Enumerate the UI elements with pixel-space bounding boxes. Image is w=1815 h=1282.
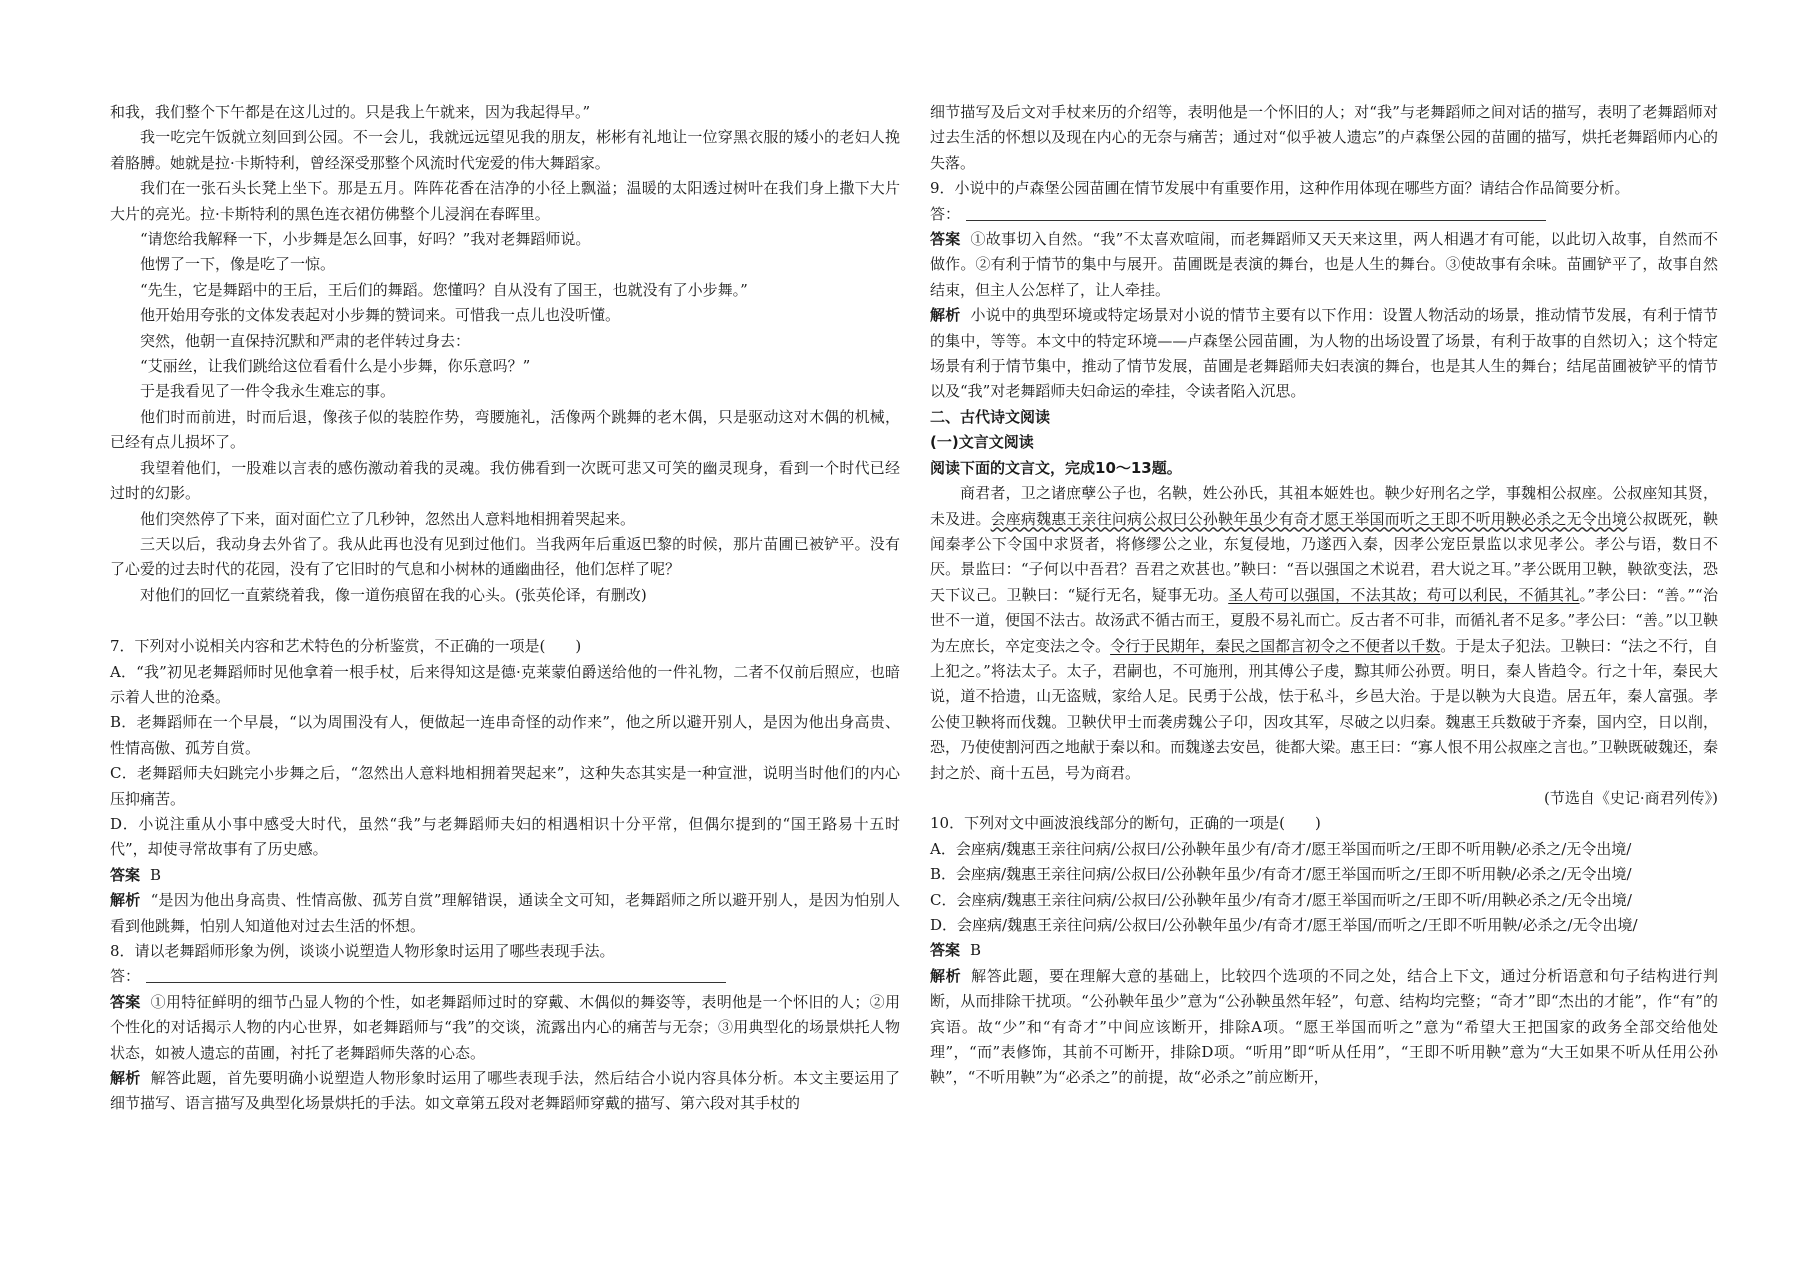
answer-text: B [970,941,982,960]
option-b: B．会座病/魏惠王亲往问病/公叔曰/公孙鞅年虽少/有奇才/愿王举国而听之/王即不听用鞅/必杀之/无令出境/ [930,865,1632,884]
option-d: D．小说注重从小事中感受大时代，虽然“我”与老舞蹈师夫妇的相遇相识十分平常，但偶尔提到的“国王路易十五时代”，却使寻常故事有了历史感。 [110,814,900,859]
option-c: C．老舞蹈师夫妇跳完小步舞之后，“忽然出人意料地相拥着哭起来”，这种失态其实是一种宣泄，说明当时他们的内心压抑痛苦。 [110,764,900,808]
passage-text: 。”孝公曰：“善。”“治世不一道，便国不法古。故汤武不循古而王，夏殷不易礼而亡。反古者不可非，而循礼者不足多。”孝公曰：“善。”以卫鞅为左庶长，卒定变法之令。 [930,585,1719,655]
passage-text: 商君者，卫之诸庶孽公子也，名鞅，姓公孙氏，其祖本姬姓也。鞅少好刑名之学，事魏相公叔座。公叔座知其贤，未及进。 [930,484,1718,528]
story-paragraph: 和我，我们整个下午都是在这儿过的。只是我上午就来，因为我起得早。” [110,103,591,121]
wavy-underlined-text: 会座病魏惠王亲往问病公叔曰公孙鞅年虽少有奇才愿王举国而听之王即不听用鞅必杀之无令出境 [990,509,1628,528]
analysis-continued: 细节描写及后文对手杖来历的介绍等，表明他是一个怀旧的人；对“我”与老舞蹈师之间对话的描写，表明了老舞蹈师对过去生活的怀想以及现在内心的无奈与痛苦；通过对“似乎被人遗忘”的卢森堡公园的苗圃的描写，烘托老舞蹈师内心的失落。 [930,103,1718,172]
story-paragraph: 他开始用夸张的文体发表起对小步舞的赞词来。可惜我一点儿也没听懂。 [140,306,621,325]
analysis-text: 小说中的典型环境或特定场景对小说的情节主要有以下作用：设置人物活动的场景，推动情节发展，有利于情节的集中，等等。本文中的特定环境——卢森堡公园苗圃，为人物的出场设置了场景，有利于故事的自然切入；这个特定场景有利于情节集中，推动了情节发展，苗圃是老舞蹈师夫妇表演的舞台，也是其人生的舞台；结尾苗圃被铲平的情节以及“我”对老舞蹈师夫妇命运的牵挂，令读者陷入沉思。 [930,306,1718,401]
question-stem: 7．下列对小说相关内容和艺术特色的分析鉴赏，不正确的一项是( ) [110,637,582,656]
answer-blank [146,966,726,983]
passage-text: 。于是太子犯法。卫鞅曰：“法之不行，自上犯之。”将法太子。太子，君嗣也，不可施刑，刑其傅公子虔，黥其师公孙贾。明日，秦人皆趋令。行之十年，秦民大说，道不拾遗，山无盗贼，家给人足。民勇于公战，怯于私斗，乡邑大治。于是以鞅为大良造。居五年，秦人富强。孝公使卫鞅将而伐魏。卫鞅伏甲士而袭虏魏公子卬，因攻其军，尽破之以归秦。魏惠王兵数破于齐秦，国内空，日以削，恐，乃使使割河西之地献于秦以和。而魏遂去安邑，徙都大梁。惠王曰：“寡人恨不用公叔座之言也。”卫鞅既破魏还，秦封之於、商十五邑，号为商君。 [930,636,1718,782]
answer-line [110,863,900,888]
question-10 [930,811,1718,1090]
story-paragraph: 我望着他们，一股难以言表的感伤激动着我的灵魂。我仿佛看到一次既可悲又可笑的幽灵现身，看到一个时代已经过时的幻影。 [110,458,900,503]
story-paragraph: 我们在一张石头长凳上坐下。那是五月。阵阵花香在洁净的小径上飘溢；温暖的太阳透过树叶在我们身上撒下大片大片的亮光。拉·卡斯特利的黑色连衣裙仿佛整个儿浸润在春晖里。 [110,179,900,223]
analysis-text: “是因为他出身高贵、性情高傲、孤芳自赏”理解错误，通读全文可知，老舞蹈师之所以避开别人，是因为怕别人看到他跳舞，怕别人知道他对过去生活的怀想。 [110,891,900,935]
story-paragraph: “艾丽丝，让我们跳给这位看看什么是小步舞，你乐意吗？” [140,357,531,376]
answer-prompt: 答： [930,204,961,223]
analysis-line [110,1066,900,1117]
analysis-line [930,303,1718,405]
analysis-text: 解答此题，要在理解大意的基础上，比较四个选项的不同之处，结合上下文，通过分析语意和句子结构进行判断，从而排除干扰项。“公孙鞅年虽少”意为“公孙鞅虽然年轻”，句意、结构均完整；“奇才”即“杰出的才能”，作“有”的宾语。故“少”和“有奇才”中间应该断开，排除A项。“愿王举国而听之”意为“希望大王把国家的政务全部交给他处理”，“而”表修饰，其前不可断开，排除D项。“听用”即“听从任用”，“王即不听用鞅”意为“大王如果不听从任用公孙鞅”，“不听用鞅”为“必杀之”的前提，故“必杀之”前应断开， [930,966,1718,1087]
underlined-text: 令行于民期年，秦民之国都言初令之不便者以千数 [1110,636,1441,655]
analysis-label: 解析 [110,891,141,910]
option-c: C．会座病/魏惠王亲往问病/公叔曰/公孙鞅年虽少/有奇才/愿王举国而听之/王即不听/用鞅必杀之/无令出境/ [930,890,1632,909]
spacer [110,608,900,634]
option-a: A．“我”初见老舞蹈师时见他拿着一根手杖，后来得知这是德·克莱蒙伯爵送给他的一件礼物，二者不仅前后照应，也暗示着人世的沧桑。 [110,662,900,706]
story-paragraph: “先生，它是舞蹈中的王后，王后们的舞蹈。您懂吗？自从没有了国王，也就没有了小步舞。” [140,280,748,299]
analysis-label: 解析 [930,306,961,325]
question-8 [110,939,900,1117]
analysis-line [930,964,1718,1091]
answer-text: ①用特征鲜明的细节凸显人物的个性，如老舞蹈师过时的穿戴、木偶似的舞姿等，表明他是一个怀旧的人；②用个性化的对话揭示人物的内心世界，如老舞蹈师与“我”的交谈，流露出内心的痛苦与无奈；③用典型化的场景烘托人物状态，如被人遗忘的苗圃，衬托了老舞蹈师失落的心态。 [110,992,900,1062]
answer-line [110,990,900,1066]
option-d: D．会座病/魏惠王亲往问病/公叔曰/公孙鞅年虽少/有奇才/愿王举国/而听之/王即不听用鞅/必杀之/无令出境/ [930,916,1638,934]
subsection-heading: (一)文言文阅读 [930,433,1034,452]
question-stem: 10．下列对文中画波浪线部分的断句，正确的一项是( ) [930,814,1321,833]
passage-source: (节选自《史记·商君列传》) [1544,788,1718,807]
story-paragraph: 他们时而前进，时而后退，像孩子似的装腔作势，弯腰施礼，活像两个跳舞的老木偶，只是驱动这对木偶的机械，已经有点儿损坏了。 [110,407,900,452]
story-paragraph: 对他们的回忆一直萦绕着我，像一道伤痕留在我的心头。(张英伦译，有删改) [140,585,647,604]
analysis-text: 解答此题，首先要明确小说塑造人物形象时运用了哪些表现手法，然后结合小说内容具体分析。本文主要运用了细节描写、语言描写及典型化场景烘托的手法。如文章第五段对老舞蹈师穿戴的描写、第六段对其手杖的 [110,1069,900,1113]
section-heading: 二、古代诗文阅读 [930,407,1051,426]
question-9 [930,176,1718,405]
analysis-label: 解析 [110,1069,141,1088]
answer-line [930,227,1718,303]
story-paragraph: 突然，他朝一直保持沉默和严肃的老伴转过身去： [140,331,471,350]
answer-prompt: 答： [110,967,141,986]
classical-passage [930,481,1718,786]
answer-label: 答案 [110,865,141,884]
left-column [110,100,900,1117]
answer-prompt-line [110,964,900,989]
option-a: A．会座病/魏惠王亲往问病/公叔曰/公孙鞅年虽少有/奇才/愿王举国而听之/王即不听用鞅/必杀之/无令出境/ [930,839,1632,858]
question-7 [110,634,900,939]
analysis-line [110,888,900,939]
answer-label: 答案 [930,230,961,249]
answer-label: 答案 [110,992,141,1011]
story-paragraph: “请您给我解释一下，小步舞是怎么回事，好吗？”我对老舞蹈师说。 [140,230,591,249]
story-paragraph: 我一吃完午饭就立刻回到公园。不一会儿，我就远远望见我的朋友，彬彬有礼地让一位穿黑衣服的矮小的老妇人挽着胳膊。她就是拉·卡斯特利，曾经深受那整个风流时代宠爱的伟大舞蹈家。 [110,128,900,172]
story-paragraph: 他愣了一下，像是吃了一惊。 [140,255,336,274]
answer-text: ①故事切入自然。“我”不太喜欢喧闹，而老舞蹈师又天天来这里，两人相遇才有可能，以此切入故事，自然而不做作。②有利于情节的集中与展开。苗圃既是表演的舞台，也是人生的舞台。③使故事有余味。苗圃铲平了，故事自然结束，但主人公怎样了，让人牵挂。 [930,230,1718,299]
reading-instruction: 阅读下面的文言文，完成10～13题。 [930,458,1182,477]
underlined-text: 圣人苟可以强国，不法其故；苟可以利民，不循其礼 [1228,585,1580,604]
story-paragraph: 三天以后，我动身去外省了。我从此再也没有见到过他们。当我两年后重返巴黎的时候，那片苗圃已被铲平。没有了心爱的过去时代的花园，没有了它旧时的气息和小树林的通幽曲径，他们怎样了呢？ [110,534,900,579]
answer-label: 答案 [930,941,961,960]
question-stem: 9．小说中的卢森堡公园苗圃在情节发展中有重要作用，这种作用体现在哪些方面？请结合作品简要分析。 [930,179,1630,198]
analysis-label: 解析 [930,966,962,985]
right-column [930,100,1718,1091]
story-paragraph: 他们突然停了下来，面对面伫立了几秒钟，忽然出人意料地相拥着哭起来。 [140,509,636,528]
story-paragraph: 于是我看见了一件令我永生难忘的事。 [140,382,396,401]
answer-blank [966,204,1546,221]
answer-text: B [150,865,162,884]
answer-line [930,938,1718,963]
question-stem: 8．请以老舞蹈师形象为例，谈谈小说塑造人物形象时运用了哪些表现手法。 [110,942,615,960]
option-b: B．老舞蹈师在一个早晨，“以为周围没有人，便做起一连串奇怪的动作来”，他之所以避开别人，是因为他出身高贵、性情高傲、孤芳自赏。 [110,713,900,757]
answer-prompt-line [930,202,1718,227]
passage-text: 公叔既死，鞅闻秦孝公下令国中求贤者，将修缪公之业，东复侵地，乃遂西入秦，因孝公宠臣景监以求见孝公。孝公与语，数日不厌。景监曰：“子何以中吾君？吾君之欢甚也。”鞅曰：“吾以强国之术说君，君大说之耳。”孝公既用卫鞅，鞅欲变法，恐天下议己。卫鞅曰：“疑行无名，疑事无功。 [930,509,1718,604]
